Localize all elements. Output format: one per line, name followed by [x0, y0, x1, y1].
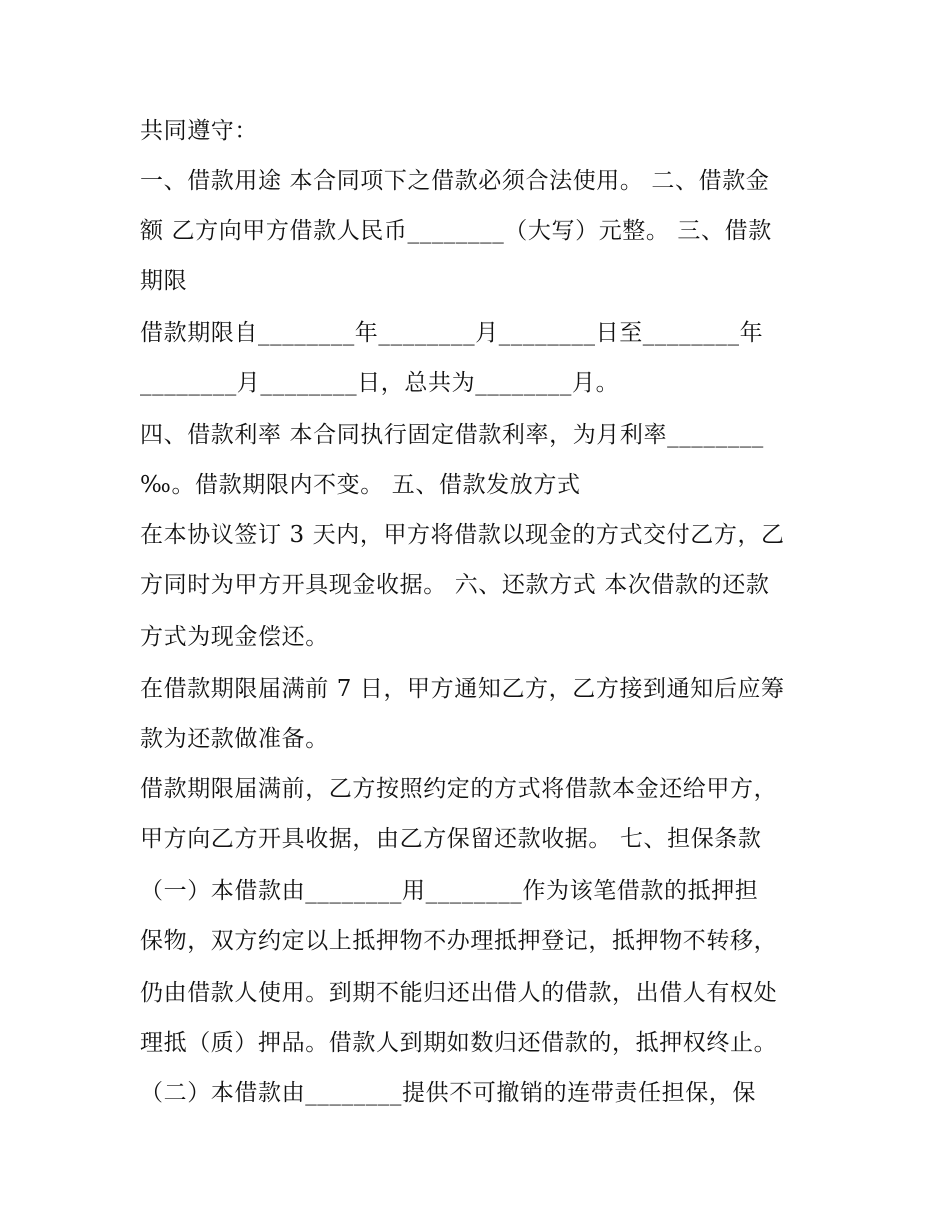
text-line: 理抵（质）押品。借款人到期如数归还借款的，抵押权终止。 [140, 1030, 778, 1056]
text-line: （二）本借款由________提供不可撤销的连带责任担保，保 [140, 1080, 756, 1106]
text-line: 款为还款做准备。 [140, 726, 329, 752]
text-line: 甲方向乙方开具收据，由乙方保留还款收据。 七、担保条款 [140, 826, 762, 852]
text-line: （一）本借款由________用________作为该笔借款的抵押担 [140, 878, 759, 904]
text-line: 一、借款用途 本合同项下之借款必须合法使用。 二、借款金 [140, 168, 770, 194]
text-line: 借款期限自________年________月________日至________年 [140, 320, 764, 346]
text-line: 额 乙方向甲方借款人民币________（大写）元整。 三、借款 [140, 218, 772, 244]
text-line: 四、借款利率 本合同执行固定借款利率，为月利率________ [140, 422, 764, 448]
text-line: ‰。借款期限内不变。 五、借款发放方式 [140, 472, 581, 498]
text-line: 仍由借款人使用。到期不能归还出借人的借款，出借人有权处 [140, 980, 778, 1006]
text-line: 共同遵守： [140, 118, 258, 144]
text-line: 借款期限届满前，乙方按照约定的方式将借款本金还给甲方， [140, 776, 778, 802]
text-line: 方式为现金偿还。 [140, 624, 329, 650]
text-line: 方同时为甲方开具现金收据。 六、还款方式 本次借款的还款 [140, 572, 770, 598]
text-line: ________月________日，总共为________月。 [140, 370, 620, 396]
text-line: 在借款期限届满前 7 日，甲方通知乙方，乙方接到通知后应筹 [140, 676, 785, 702]
text-line: 保物，双方约定以上抵押物不办理抵押登记，抵押物不转移， [140, 928, 778, 954]
text-line: 在本协议签订 3 天内，甲方将借款以现金的方式交付乙方，乙 [140, 522, 785, 548]
text-line: 期限 [140, 268, 188, 294]
